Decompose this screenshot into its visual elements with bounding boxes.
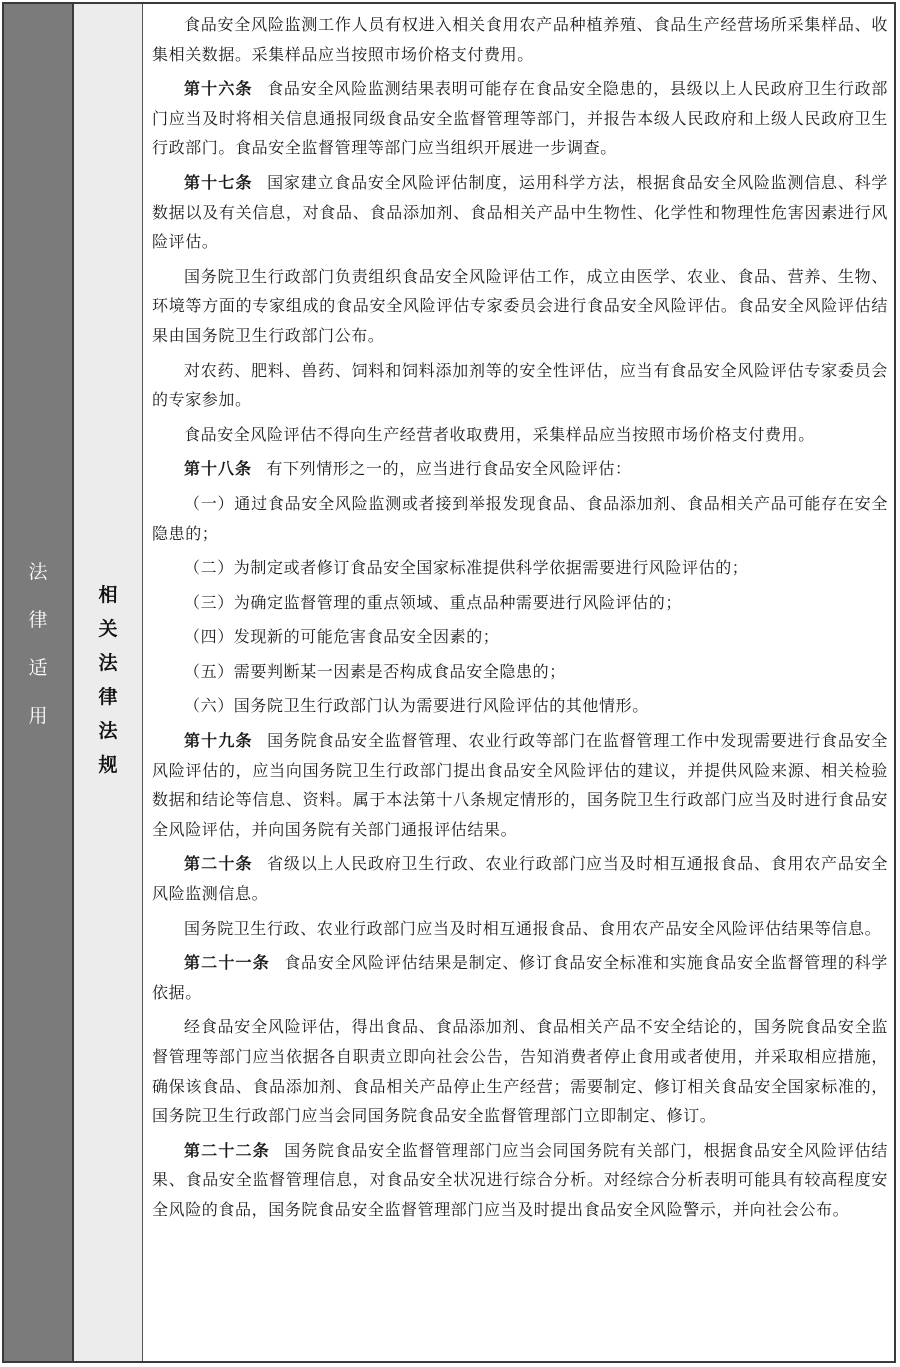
subcategory-char: 规: [98, 754, 118, 776]
list-item: [152, 588, 888, 618]
category-label: [4, 548, 72, 740]
article-20: [152, 849, 888, 908]
subcategory-char: 法: [98, 652, 118, 674]
subcategory-label: [74, 578, 142, 782]
category-char: 用: [28, 705, 48, 727]
paragraph-text: （二）为制定或者修订食品安全国家标准提供科学依据需要进行风险评估的；: [184, 558, 749, 578]
paragraph-text: 食品安全风险评估结果是制定、修订食品安全标准和实施食品安全监督管理的科学依据。: [152, 953, 888, 1002]
category-column: [4, 4, 74, 1361]
paragraph-text: 食品安全风险监测工作人员有权进入相关食用农产品种植养殖、食品生产经营场所采集样品、收集相关数据。采集样品应当按照市场价格支付费用。: [152, 15, 888, 64]
article-number: 第十八条: [184, 459, 253, 479]
list-item: [152, 657, 888, 687]
legal-text: [152, 10, 888, 1225]
paragraph-text: 经食品安全风险评估，得出食品、食品添加剂、食品相关产品不安全结论的，国务院食品安全监督管理等部门应当依据各自职责立即向社会公告，告知消费者停止食用或者使用，并采取相应措施，确保该食品、食品添加剂、食品相关产品停止生产经营；需要制定、修订相关食品安全国家标准的，国务院卫生行政部门应当会同国务院食品安全监督管理部门立即制定、修订。: [152, 1017, 888, 1126]
paragraph-text: 国务院卫生行政部门负责组织食品安全风险评估工作，成立由医学、农业、食品、营养、生物、环境等方面的专家组成的食品安全风险评估专家委员会进行食品安全风险评估。食品安全风险评估结果由国务院卫生行政部门公布。: [152, 266, 888, 345]
paragraph: [152, 356, 888, 415]
list-item: [152, 691, 888, 721]
article-19: [152, 726, 888, 844]
article-number: 第十七条: [184, 172, 253, 192]
article-16: [152, 74, 888, 163]
category-char: 律: [28, 609, 48, 631]
article-22: [152, 1136, 888, 1225]
subcategory-char: 相: [98, 584, 118, 606]
paragraph: [152, 1012, 888, 1130]
article-number: 第十六条: [184, 79, 253, 99]
paragraph-text: （四）发现新的可能危害食品安全因素的；: [184, 627, 500, 647]
article-21: [152, 948, 888, 1007]
category-char: 法: [28, 561, 48, 583]
paragraph: [152, 914, 888, 944]
list-item: [152, 489, 888, 548]
article-number: 第二十一条: [184, 953, 270, 973]
paragraph-text: 食品安全风险监测结果表明可能存在食品安全隐患的，县级以上人民政府卫生行政部门应当及时将相关信息通报同级食品安全监督管理等部门，并报告本级人民政府和上级人民政府卫生行政部门。食品安全监督管理等部门应当组织开展进一步调查。: [152, 79, 888, 158]
paragraph-text: （五）需要判断某一因素是否构成食品安全隐患的；: [184, 661, 566, 681]
paragraph-text: 国务院卫生行政、农业行政部门应当及时相互通报食品、食用农产品安全风险评估结果等信息。: [184, 918, 882, 938]
subcategory-column: [74, 4, 143, 1361]
law-table: [2, 2, 896, 1363]
subcategory-char: 关: [98, 618, 118, 640]
category-char: 适: [28, 657, 48, 679]
paragraph-text: 有下列情形之一的，应当进行食品安全风险评估：: [266, 459, 632, 479]
paragraph-text: 省级以上人民政府卫生行政、农业行政部门应当及时相互通报食品、食用农产品安全风险监测信息。: [152, 854, 888, 904]
paragraph-text: （一）通过食品安全风险监测或者接到举报发现食品、食品添加剂、食品相关产品可能存在安全隐患的；: [152, 493, 888, 543]
paragraph-text: （三）为确定监督管理的重点领域、重点品种需要进行风险评估的；: [184, 592, 683, 612]
paragraph-text: 国务院食品安全监督管理部门应当会同国务院有关部门，根据食品安全风险评估结果、食品安全监督管理信息，对食品安全状况进行综合分析。对经综合分析表明可能具有较高程度安全风险的食品，国务院食品安全监督管理部门应当及时提出食品安全风险警示，并向社会公布。: [152, 1140, 888, 1219]
paragraph-text: 对农药、肥料、兽药、饲料和饲料添加剂等的安全性评估，应当有食品安全风险评估专家委员会的专家参加。: [152, 360, 888, 410]
list-item: [152, 622, 888, 652]
paragraph-text: 国家建立食品安全风险评估制度，运用科学方法，根据食品安全风险监测信息、科学数据以及有关信息，对食品、食品添加剂、食品相关产品中生物性、化学性和物理性危害因素进行风险评估。: [152, 172, 888, 252]
paragraph-text: （六）国务院卫生行政部门认为需要进行风险评估的其他情形。: [184, 696, 649, 716]
paragraph: [152, 420, 888, 450]
subcategory-char: 律: [98, 686, 118, 708]
subcategory-char: 法: [98, 720, 118, 742]
paragraph: [152, 262, 888, 351]
paragraph-text: 国务院食品安全监督管理、农业行政等部门在监督管理工作中发现需要进行食品安全风险评估的，应当向国务院卫生行政部门提出食品安全风险评估的建议，并提供风险来源、相关检验数据和结论等信息、资料。属于本法第十八条规定情形的，国务院卫生行政部门应当及时进行食品安全风险评估，并向国务院有关部门通报评估结果。: [152, 731, 888, 839]
article-number: 第二十条: [184, 854, 253, 874]
article-number: 第十九条: [184, 731, 253, 751]
paragraph-text: 食品安全风险评估不得向生产经营者收取费用，采集样品应当按照市场价格支付费用。: [184, 424, 815, 444]
article-17: [152, 168, 888, 257]
article-number: 第二十二条: [184, 1140, 270, 1160]
paragraph: [152, 10, 888, 69]
article-18: [152, 454, 888, 484]
list-item: [152, 553, 888, 583]
